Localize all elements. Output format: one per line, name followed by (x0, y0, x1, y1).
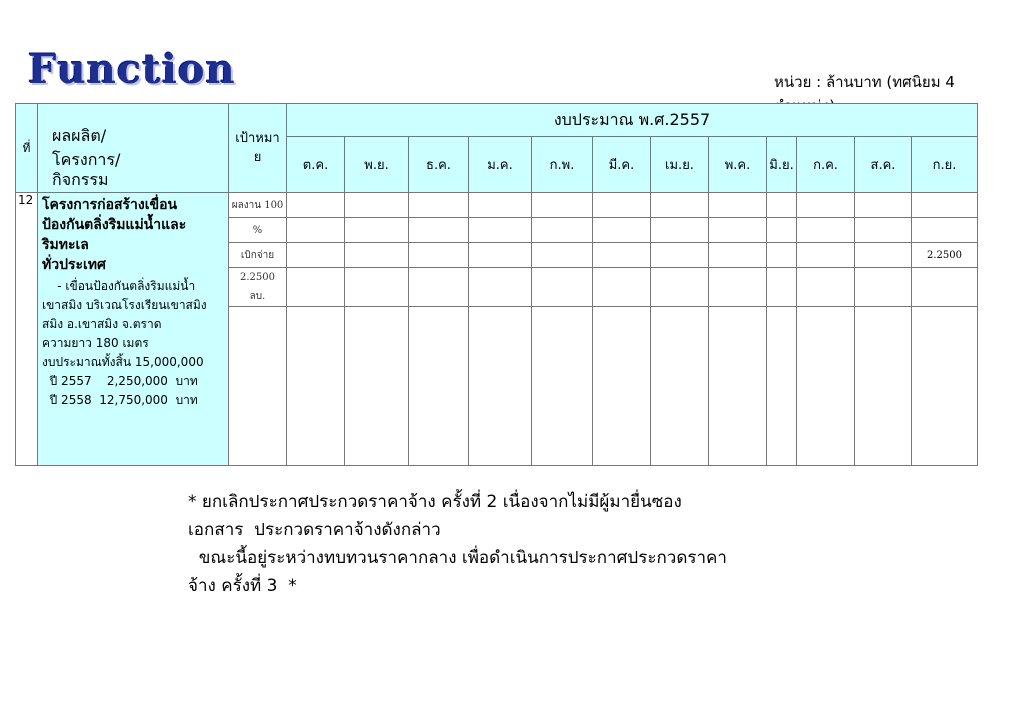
month-header: ต.ค. (287, 137, 345, 193)
note-line: จ้าง ครั้งที่ 3 * (188, 576, 297, 596)
page-title: Function (28, 46, 236, 93)
month-header: เม.ย. (651, 137, 709, 193)
remark-note (188, 488, 848, 600)
project-name-line: ทั่วประเทศ (42, 257, 106, 273)
month-header: พ.ย. (345, 137, 409, 193)
note-line: ขณะนี้อยู่ระหว่างทบทวนราคากลาง เพื่อดำเนินการประกาศประกวดราคา (188, 548, 727, 568)
target-work-cell: % (229, 218, 287, 243)
col-header-no: ที่ (16, 104, 38, 193)
detail-line: สมิง อ.เขาสมิง จ.ตราด (42, 317, 162, 331)
target-header-line: ย (253, 150, 262, 165)
target-header-line: เป้าหมา (235, 131, 280, 146)
project-name-line: โครงการก่อสร้างเขื่อน (42, 197, 178, 213)
sep-disbursement-value: 2.2500 (912, 243, 978, 268)
detail-line: ปี 2558 12,750,000 บาท (42, 393, 198, 407)
note-line: เอกสาร ประกวดราคาจ้างดังกล่าว (188, 520, 441, 540)
detail-line: เขาสมิง บริเวณโรงเรียนเขาสมิง (42, 298, 207, 312)
unit-label: หน่วย : ล้านบาท (ทศนิยม 4 (774, 73, 955, 91)
row-number: 12 (16, 193, 38, 466)
project-name-line: ป้องกันตลิ่งริมแม่น้ำและ (42, 217, 187, 233)
detail-line: ความยาว 180 เมตร (42, 336, 149, 350)
product-header-line: ผลผลิต/ (52, 126, 107, 145)
col-header-target (229, 104, 287, 193)
project-description (38, 193, 229, 466)
month-header: ก.พ. (532, 137, 593, 193)
note-line: * ยกเลิกประกาศประกวดราคาจ้าง ครั้งที่ 2 เนื่องจากไม่มีผู้มายื่นซอง (188, 492, 682, 512)
detail-line: ปี 2557 2,250,000 บาท (42, 374, 198, 388)
col-header-product (38, 104, 229, 193)
budget-year-header: งบประมาณ พ.ศ.2557 (287, 104, 978, 137)
month-header: ส.ค. (855, 137, 912, 193)
month-header: มิ.ย. (767, 137, 797, 193)
detail-line: งบประมาณทั้งสิ้น 15,000,000 (42, 355, 204, 369)
budget-table (15, 103, 978, 466)
month-header: พ.ค. (709, 137, 767, 193)
target-disburse-amount (229, 268, 287, 307)
month-header: ก.ค. (797, 137, 855, 193)
target-disburse-line: 2.2500 (240, 272, 275, 283)
product-header-line: กิจกรรม (52, 170, 109, 189)
month-header: ม.ค. (469, 137, 532, 193)
target-disburse-cell: เบิกจ่าย (229, 243, 287, 268)
project-name-line: ริมทะเล (42, 237, 89, 253)
project-detail (42, 277, 226, 410)
month-header: มี.ค. (593, 137, 651, 193)
target-work-cell: ผลงาน 100 (229, 193, 287, 218)
target-disburse-line: ลบ. (249, 291, 266, 302)
product-header-line: โครงการ/ (52, 150, 121, 169)
month-header: ธ.ค. (409, 137, 469, 193)
month-header: ก.ย. (912, 137, 978, 193)
detail-line: - เขื่อนป้องกันตลิ่งริมแม่น้ำ (42, 279, 196, 293)
